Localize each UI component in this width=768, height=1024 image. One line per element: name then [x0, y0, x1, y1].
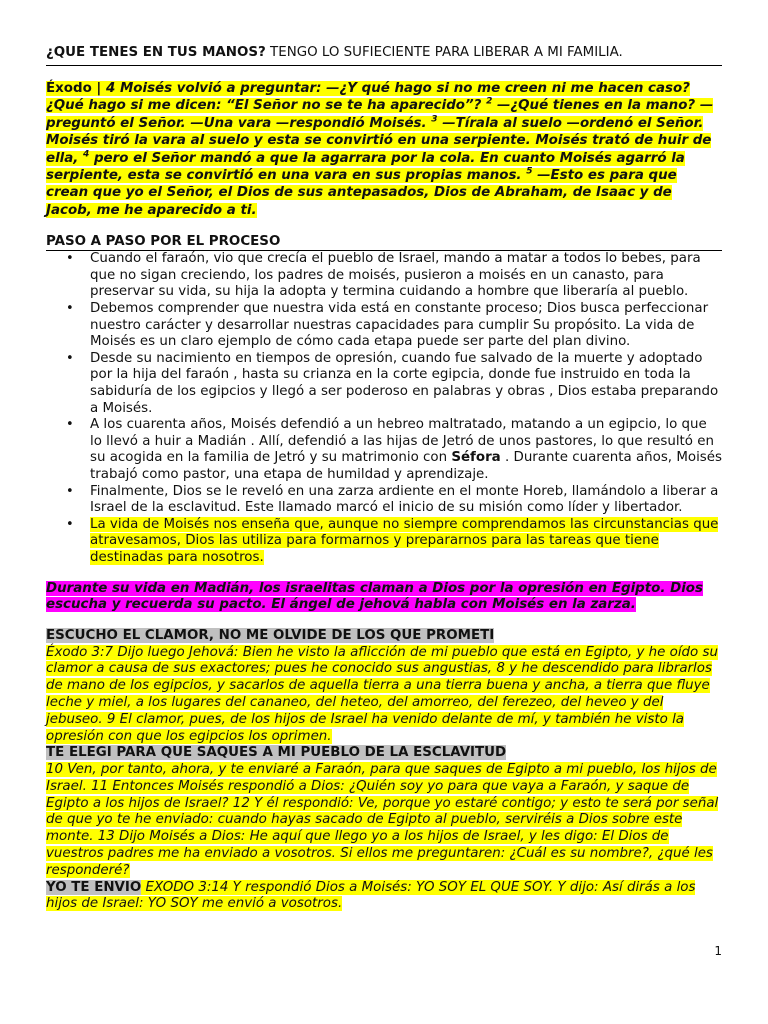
- process-item-tail: . Durante cuarenta años, Moisés trabajó como pastor, una etapa de humildad y aprendizaje.: [90, 450, 722, 482]
- madian-summary: [46, 581, 722, 614]
- verse-number-5: 5: [526, 166, 533, 177]
- clamor-heading: ESCUCHO EL CLAMOR, NO ME OLVIDE DE LOS QUE PROMETI: [46, 627, 495, 643]
- document-page: [46, 44, 722, 913]
- process-item: • Finalmente, Dios se le reveló en una zarza ardiente en el monte Horeb, llamándolo a liberar a Israel de la esclavitud. Este llamado marcó el inicio de su misión como líder y libertador.: [90, 484, 722, 517]
- verse-number-2: 2: [486, 96, 493, 107]
- elegi-heading: TE ELEGI PARA QUE SAQUES A MI PUEBLO DE LA ESCLAVITUD: [46, 745, 507, 761]
- page-number: 1: [714, 944, 722, 958]
- exodo-verse-4: 4 Moisés volvió a preguntar: —¿Y qué hago si no me creen ni me hacen caso? ¿Qué hago si me dicen: “El Señor no se te ha aparecido”?: [46, 81, 690, 114]
- exodo-verse-4b: pero el Señor mandó a que la agarrara por la cola. En cuanto Moisés agarró la serpiente, esta se convirtió en una vara en sus propias manos.: [46, 150, 685, 184]
- title-question: ¿QUE TENES EN TUS MANOS?: [46, 45, 266, 60]
- process-list: [46, 251, 722, 566]
- exodo-verse-2: —¿Qué tienes en la mano? —preguntó el Señor. —Una vara —respondió Moisés.: [46, 98, 714, 131]
- process-item: [90, 417, 722, 483]
- envio-heading: YO TE ENVIO: [46, 879, 142, 895]
- page-title: [46, 44, 722, 66]
- process-item: • Cuando el faraón, vio que crecía el pueblo de Israel, mando a matar a todos lo bebes, para que no sigan creciendo, los padres de moisés, pusieron a moisés en un canasto, para preservar su vida, su hija la adopta y termina cuidando a hombre que liberaría al pueblo.: [90, 251, 722, 301]
- exodo-passage: [46, 80, 722, 219]
- exodo-lead: Éxodo |: [46, 81, 106, 96]
- madian-text: Durante su vida en Madián, los israelitas claman a Dios por la opresión en Egipto. Dios escucha y recuerda su pacto. El ángel de jehová habla con Moisés en la zarza.: [46, 580, 703, 613]
- exodo-verse-3: —Tírala al suelo —ordenó el Señor. Moisés tiró la vara al suelo y esta se convirtió en una serpiente. Moisés trató de huir de ella,: [46, 115, 712, 166]
- elegi-text: 10 Ven, por tanto, ahora, y te enviaré a Faraón, para que saques de Egipto a mi pueblo, los hijos de Israel. 11 Entonces Moisés respondió a Dios: ¿Quién soy yo para que vaya a Faraón, y saque de Egipto a los hijos de Israel? 12 Y él respondió: Ve, porque yo estaré contigo; y esto te será por señal de que yo te he enviado: cuando hayas sacado de Egipto al pueblo, serviréis a Dios sobre este monte. 13 Dijo Moisés a Dios: He aquí que llego yo a los hijos de Israel, y les digo: El Dios de vuestros padres me ha enviado a vosotros. Si ellos me preguntaren: ¿Cuál es su nombre?, ¿qué les responderé?: [46, 762, 719, 878]
- process-item: • Desde su nacimiento en tiempos de opresión, cuando fue salvado de la muerte y adoptado por la hija del faraón , hasta su crianza en la corte egipcia, donde fue instruido en toda la sabiduría de los egipcios y llegó a ser poderoso en palabras y obras , Dios estaba preparando a Moisés.: [90, 351, 722, 417]
- process-item-text: A los cuarenta años, Moisés defendió a un hebreo maltratado, matando a un egipcio, lo que lo llevó a huir a Madián . Allí, defendió a las hijas de Jetró de unos pastores, lo que resultó en su acogida en la familia de Jetró y su matrimonio con: [90, 417, 714, 466]
- clamor-text: Éxodo 3:7 Dijo luego Jehová: Bien he visto la aflicción de mi pueblo que está en Egipto, y he oído su clamor a causa de sus exactores; pues he conocido sus angustias, 8 y he descendido para librarlos de mano de los egipcios, y sacarlos de aquella tierra a una tierra buena y ancha, a tierra que fluye leche y miel, a los lugares del cananeo, del heteo, del amorreo, del ferezeo, del heveo y del jebuseo. 9 El clamor, pues, de los hijos de Israel ha venido delante de mí, y también he visto la opresión con que los egipcios los oprimen.: [46, 644, 718, 744]
- verse-number-3: 3: [431, 114, 438, 125]
- process-heading: PASO A PASO POR EL PROCESO: [46, 233, 722, 251]
- process-item: • Debemos comprender que nuestra vida está en constante proceso; Dios busca perfeccionar nuestro carácter y desarrollar nuestras capacidades para cumplir Su propósito. La vida de Moisés es un claro ejemplo de cómo cada etapa puede ser parte del plan divino.: [90, 301, 722, 351]
- title-rest: TENGO LO SUFIECIENTE PARA LIBERAR A MI FAMILIA.: [265, 45, 623, 60]
- envio-text: EXODO 3:14 Y respondió Dios a Moisés: YO SOY EL QUE SOY. Y dijo: Así dirás a los hijos de Israel: YO SOY me envió a vosotros.: [46, 879, 696, 912]
- verse-number-4: 4: [83, 149, 90, 160]
- process-item-highlighted: [90, 517, 722, 567]
- process-item-text: La vida de Moisés nos enseña que, aunque no siempre comprendamos las circunstancias que atravesamos, Dios las utiliza para formarnos y prepararnos para las tareas que tiene destinadas para nosotros.: [90, 516, 719, 565]
- sefora-name: Séfora: [451, 450, 501, 466]
- clamor-section: [46, 628, 722, 914]
- exodo-verse-5: —Esto es para que crean que yo el Señor, el Dios de sus antepasados, Dios de Abraham, de Isaac y de Jacob, me he aparecido a ti.: [46, 168, 677, 218]
